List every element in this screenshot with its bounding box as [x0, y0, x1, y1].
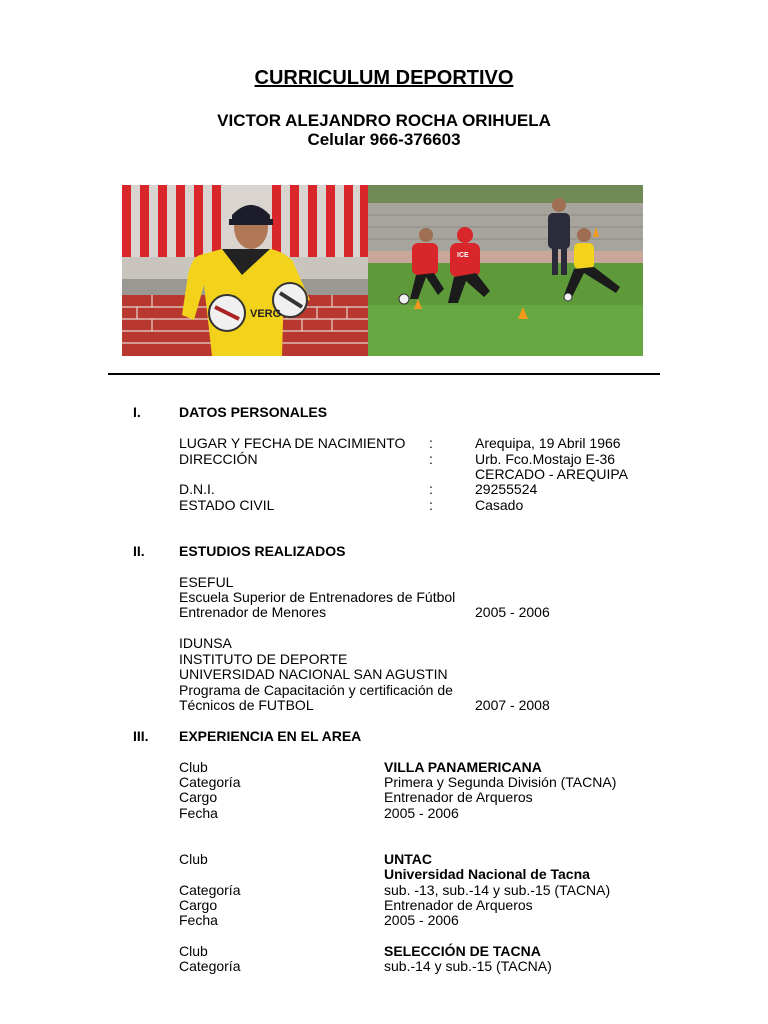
- person-name: VICTOR ALEJANDRO ROCHA ORIHUELA: [217, 111, 551, 130]
- field-value: CERCADO - AREQUIPA: [475, 466, 628, 482]
- exp-label: Club: [179, 851, 208, 867]
- exp-label: Club: [179, 943, 208, 959]
- field-value: Urb. Fco.Mostajo E-36: [475, 451, 616, 467]
- section-heading: DATOS PERSONALES: [179, 404, 328, 420]
- field-separator: :: [429, 481, 433, 497]
- exp-value: Entrenador de Arqueros: [384, 897, 533, 913]
- exp-label: Categoría: [179, 958, 241, 974]
- study-line: Programa de Capacitación y certificación de: [179, 682, 453, 698]
- exp-label: Categoría: [179, 774, 241, 790]
- document-title: CURRICULUM DEPORTIVO: [254, 67, 514, 89]
- study-line: Técnicos de FUTBOL: [179, 697, 314, 713]
- exp-label: Club: [179, 759, 208, 775]
- exp-value: 2005 - 2006: [384, 805, 459, 821]
- study-line: INSTITUTO DE DEPORTE: [179, 651, 348, 667]
- exp-value: sub. -13, sub.-14 y sub.-15 (TACNA): [384, 882, 611, 898]
- exp-label: Fecha: [179, 912, 218, 928]
- field-separator: :: [429, 497, 433, 513]
- phone-number: Celular 966-376603: [307, 130, 461, 149]
- study-line: Escuela Superior de Entrenadores de Fútbol: [179, 589, 456, 605]
- exp-value: VILLA PANAMERICANA: [384, 759, 542, 775]
- field-separator: :: [429, 435, 433, 451]
- exp-value: 2005 - 2006: [384, 912, 459, 928]
- field-label: D.N.I.: [179, 481, 215, 497]
- field-label: DIRECCIÓN: [179, 451, 258, 467]
- exp-value: Primera y Segunda División (TACNA): [384, 774, 617, 790]
- section-heading: ESTUDIOS REALIZADOS: [179, 543, 346, 559]
- study-period: 2005 - 2006: [475, 604, 550, 620]
- exp-label: Categoría: [179, 882, 241, 898]
- section-number: I.: [133, 404, 141, 420]
- study-line: ESEFUL: [179, 574, 234, 590]
- field-label: ESTADO CIVIL: [179, 497, 275, 513]
- shirt-logo: VERG: [250, 308, 282, 320]
- field-value: Casado: [475, 497, 524, 513]
- study-line: UNIVERSIDAD NACIONAL SAN AGUSTIN: [179, 666, 448, 682]
- study-line: IDUNSA: [179, 635, 232, 651]
- exp-value: SELECCIÓN DE TACNA: [384, 943, 541, 959]
- exp-label: Cargo: [179, 897, 218, 913]
- exp-value: Universidad Nacional de Tacna: [384, 866, 590, 882]
- exp-label: Fecha: [179, 805, 218, 821]
- jacket-logo: ICE: [457, 252, 469, 259]
- training-photo: [368, 185, 643, 356]
- exp-label: Cargo: [179, 789, 218, 805]
- section-number: III.: [133, 728, 149, 744]
- coach-photo: [122, 185, 368, 356]
- section-heading: EXPERIENCIA EN EL AREA: [179, 728, 362, 744]
- exp-value: Entrenador de Arqueros: [384, 789, 533, 805]
- study-line: Entrenador de Menores: [179, 604, 327, 620]
- field-value: 29255524: [475, 481, 538, 497]
- section-number: II.: [133, 543, 145, 559]
- exp-value: sub.-14 y sub.-15 (TACNA): [384, 958, 552, 974]
- field-separator: :: [429, 451, 433, 467]
- horizontal-rule: [108, 373, 660, 375]
- study-period: 2007 - 2008: [475, 697, 550, 713]
- field-value: Arequipa, 19 Abril 1966: [475, 435, 621, 451]
- field-label: LUGAR Y FECHA DE NACIMIENTO: [179, 435, 406, 451]
- exp-value: UNTAC: [384, 851, 432, 867]
